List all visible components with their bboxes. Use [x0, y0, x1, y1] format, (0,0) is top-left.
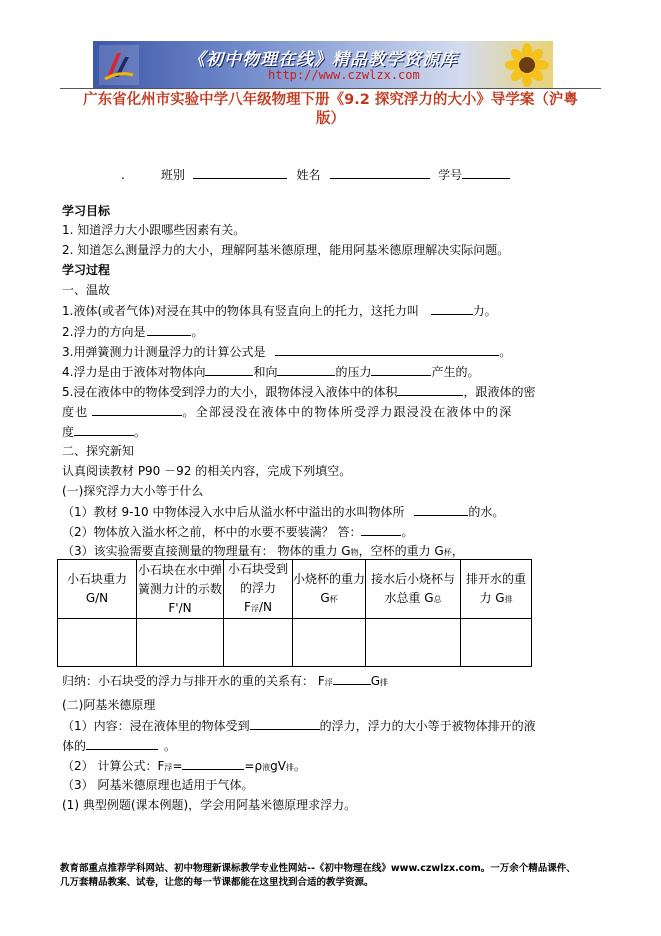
part1-item-2-end: 。 — [401, 525, 414, 539]
col-buoyancy — [224, 560, 293, 619]
summary-blank[interactable] — [333, 672, 371, 685]
summary-line — [62, 672, 388, 691]
review-q4-blank-2[interactable] — [277, 363, 335, 376]
part2-item-2-gv: gV — [270, 759, 286, 773]
part2-item-1-blank-2[interactable] — [86, 737, 158, 750]
review-q1-end: 力。 — [472, 304, 497, 318]
review-q3-end: 。 — [499, 345, 512, 359]
col-displaced-weight-sub: 排 — [504, 594, 513, 604]
review-q4-mid: 和向 — [253, 365, 278, 379]
review-q5-line-3 — [62, 423, 146, 440]
name-field[interactable] — [330, 166, 430, 179]
measurement-table — [57, 559, 532, 667]
review-q2 — [62, 323, 203, 340]
banner-url[interactable]: http://www.czwlzx.com — [268, 68, 420, 82]
process-heading: 学习过程 — [62, 263, 111, 277]
part2-heading: (二)阿基米德原理 — [62, 698, 156, 712]
review-q1-blank[interactable] — [431, 302, 473, 315]
review-q5-end: 。 — [134, 425, 147, 439]
sunflower-icon — [505, 43, 549, 87]
header-divider — [60, 88, 601, 89]
part1-item-1 — [62, 503, 504, 520]
part1-item-3-sub-1: 物 — [350, 548, 359, 557]
part2-item-2-sub-1: 浮 — [164, 763, 173, 772]
col-cup-weight-sub: 杯 — [329, 594, 338, 604]
col-buoyancy-sub: 浮 — [250, 604, 259, 613]
summary-text: 归纳：小石块受的浮力与排开水的重的关系有： F — [62, 674, 325, 688]
review-heading: 一、温故 — [62, 283, 111, 297]
review-q4-end: 产生的。 — [431, 365, 480, 379]
review-q3 — [62, 343, 511, 360]
footer-line-1: 教育部重点推荐学科网站、初中物理新课标教学专业性网站--《初中物理在线》www.czwlzx.com。一万余个精品课件、 — [60, 863, 576, 874]
review-q5-blank-1[interactable] — [397, 383, 463, 396]
col-total-weight — [366, 560, 461, 619]
part2-item-1-line-2 — [62, 737, 176, 754]
summary-sub-2: 排 — [380, 678, 389, 687]
review-q5-line-1 — [62, 383, 535, 400]
review-q5-blank-3[interactable] — [74, 423, 134, 436]
part2-item-1-text: （1）内容：浸在液体里的物体受到 — [62, 719, 250, 733]
part1-item-3-sub-2: 杯 — [443, 548, 452, 557]
review-q2-text: 2.浮力的方向是 — [62, 325, 146, 339]
review-q5-mid: ，跟液体的密 — [463, 385, 536, 399]
col-stone-weight: 小石块重力 G/N — [58, 560, 137, 619]
review-q4 — [62, 363, 480, 380]
review-q1 — [62, 302, 497, 319]
name-label: 姓名 — [296, 168, 321, 182]
banner-title: 《初中物理在线》精品教学资源库 — [188, 50, 458, 70]
review-q4-blank-1[interactable] — [205, 363, 253, 376]
col-buoyancy-symbol: F — [244, 600, 251, 614]
part2-item-2 — [62, 757, 306, 776]
part2-item-2-eq: = — [172, 759, 183, 773]
part1-item-2-blank[interactable] — [361, 523, 401, 536]
review-q3-blank[interactable] — [275, 343, 499, 356]
col-buoyancy-unit: /N — [258, 600, 272, 614]
review-q4-blank-3[interactable] — [371, 363, 431, 376]
part1-item-1-text: （1）教材 9-10 中物体浸入水中后从溢水杯中溢出的水叫物体所 — [62, 505, 405, 519]
part2-item-1-cont: 体的 — [62, 739, 87, 753]
part2-item-3: （3） 阿基米德原理也适用于气体。 — [62, 778, 254, 792]
part2-item-2-text: （2） 计算公式：F — [62, 759, 165, 773]
table-header-row — [58, 560, 532, 619]
footer-line-2: 几万套精品教案、试卷，让您的每一节课都能在这里找到合适的教学资源。 — [60, 877, 374, 888]
class-label: 班别 — [160, 168, 185, 182]
document-title-line-2: 版） — [316, 111, 345, 127]
cell-total-weight[interactable] — [366, 619, 461, 667]
col-displaced-weight-label: 排开水的重力 G — [465, 571, 526, 605]
review-q2-end: 。 — [191, 325, 204, 339]
review-q5-density: 度也 — [62, 405, 89, 419]
review-q5-blank-2[interactable] — [92, 403, 182, 416]
part2-item-2-blank[interactable] — [182, 757, 244, 770]
summary-g: G — [370, 674, 381, 688]
part2-item-2-sub-2: 液 — [262, 763, 271, 772]
col-displaced-weight — [461, 560, 532, 619]
review-q5-depth: 。全部浸没在液体中的物体所受浮力跟浸没在液体中的深 — [182, 405, 513, 419]
part2-item-1-end: 。 — [164, 739, 177, 753]
part2-item-2-sub-3: 排 — [285, 763, 294, 772]
goal-item-2: 2. 知道怎么测量浮力的大小，理解阿基米德原理，能用阿基米德原理解决实际问题。 — [62, 243, 510, 257]
part2-item-1-blank-1[interactable] — [250, 717, 320, 730]
cell-buoyancy[interactable] — [224, 619, 293, 667]
part1-item-3-mid: ，空杯的重力 G — [358, 544, 444, 558]
explore-heading: 二、探究新知 — [62, 444, 135, 458]
part1-item-2 — [62, 523, 413, 540]
review-q5-line-2 — [62, 403, 512, 420]
review-q4-text: 4.浮力是由于液体对物体向 — [62, 365, 206, 379]
document-title — [60, 91, 601, 129]
goal-item-1: 1. 知道浮力大小跟哪些因素有关。 — [62, 223, 246, 237]
document-title-line-1: 广东省化州市实验中学八年级物理下册《9.2 探究浮力的大小》导学案（沪粤 — [83, 92, 578, 108]
site-logo-icon — [99, 45, 139, 85]
col-cup-weight — [293, 560, 366, 619]
student-id-field[interactable] — [462, 166, 510, 179]
part1-item-3-end: ， — [451, 544, 464, 558]
goals-heading: 学习目标 — [62, 204, 111, 218]
info-dot: . — [121, 168, 125, 182]
part2-item-2-rho: =ρ — [244, 759, 263, 773]
info-row — [121, 166, 510, 183]
cell-stone-weight[interactable] — [58, 619, 137, 667]
part1-heading: (一)探究浮力大小等于什么 — [62, 484, 204, 498]
col-cup-weight-label: 小烧杯的重力 G — [293, 571, 366, 605]
site-banner[interactable] — [93, 41, 553, 89]
cell-cup-weight[interactable] — [293, 619, 366, 667]
part1-item-3-text: （3）该实验需要直接测量的物理量有： 物体的重力 G — [62, 544, 351, 558]
review-q1-text: 1.液体(或者气体)对浸在其中的物体具有竖直向上的托力，这托力叫 — [62, 304, 419, 318]
col-total-weight-label: 接水后小烧杯与水总重 G — [370, 571, 455, 605]
explore-intro: 认真阅读教材 P90 －92 的相关内容，完成下列填空。 — [62, 464, 352, 478]
part2-item-1-line-1 — [62, 717, 536, 734]
table-row — [58, 619, 532, 667]
col-total-weight-sub: 总 — [433, 594, 442, 604]
review-q5-deg: 度 — [62, 425, 75, 439]
footer — [60, 862, 620, 890]
col-spring-reading: 小石块在水中弹簧测力计的示数 F'/N — [137, 560, 224, 619]
review-q4-force: 的压力 — [335, 365, 372, 379]
col-buoyancy-label: 小石块受到的浮力 — [227, 562, 288, 595]
part1-item-2-text: （2）物体放入溢水杯之前，杯中的水要不要装满？ 答： — [62, 525, 362, 539]
review-q3-text: 3.用弹簧测力计测量浮力的计算公式是 — [62, 345, 266, 359]
class-field[interactable] — [193, 166, 287, 179]
part2-item-4: (1) 典型例题(课本例题)，学会用阿基米德原理求浮力。 — [62, 798, 357, 812]
student-id-label: 学号 — [438, 168, 463, 182]
summary-sub-1: 浮 — [324, 678, 333, 687]
part1-item-1-end: 的水。 — [468, 505, 505, 519]
cell-spring-reading[interactable] — [137, 619, 224, 667]
part2-item-1-mid: 的浮力，浮力的大小等于被物体排开的液 — [319, 719, 536, 733]
cell-displaced-weight[interactable] — [461, 619, 532, 667]
review-q2-blank[interactable] — [147, 323, 191, 336]
review-q5-text: 5.浸在液体中的物体受到浮力的大小，跟物体浸入液体中的体积 — [62, 385, 398, 399]
part1-item-1-blank[interactable] — [414, 503, 468, 516]
part2-item-2-end: 。 — [293, 759, 306, 773]
